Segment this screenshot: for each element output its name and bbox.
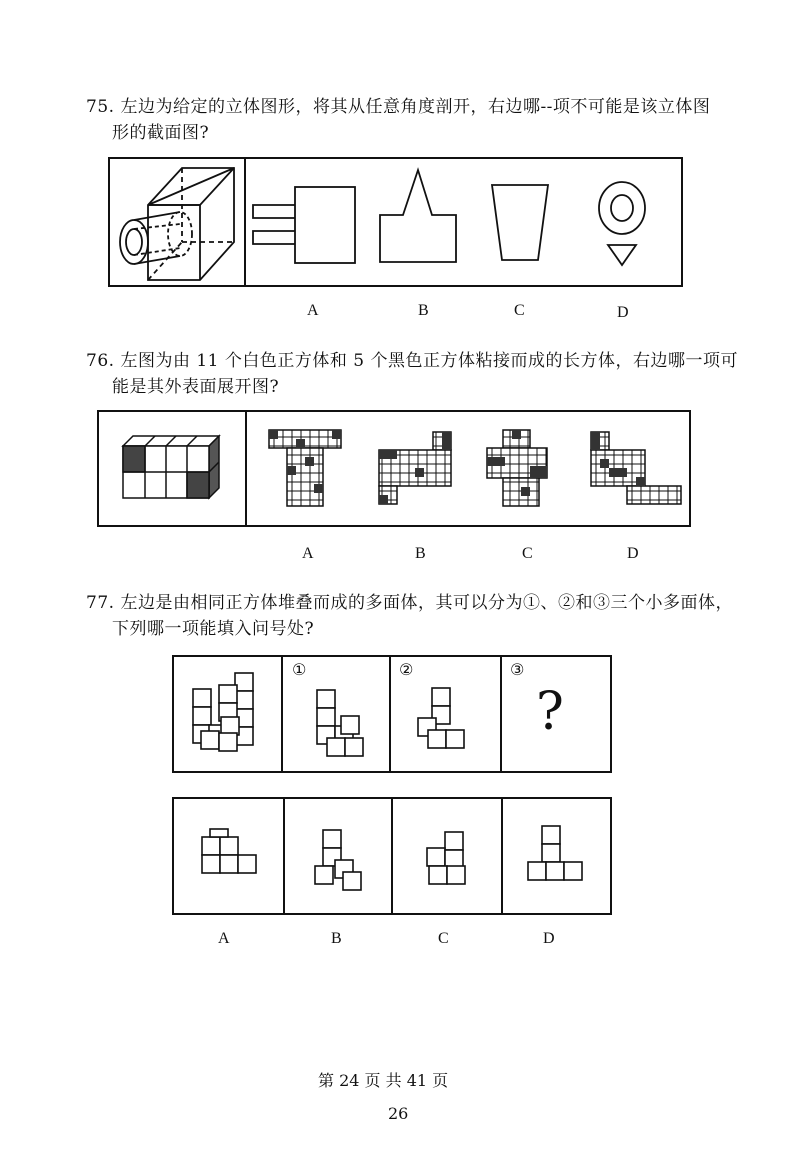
q75-option-d-shape <box>580 160 670 285</box>
q76-option-c-label[interactable]: C <box>522 545 533 562</box>
q77-text-line1: 77. 左边是由相同正方体堆叠而成的多面体，其可以分为①、②和③三个小多面体， <box>86 593 733 613</box>
q77-part3-label: ③ <box>510 660 525 679</box>
q75-text-line2: 形的截面图? <box>112 123 210 143</box>
q76-cuboid-figure <box>115 432 230 504</box>
q76-option-a-label[interactable]: A <box>302 545 314 562</box>
q76-option-a-net <box>265 428 345 508</box>
q75-option-b-shape <box>370 160 470 285</box>
q77-part2-label: ② <box>399 660 414 679</box>
q77-part2-figure <box>410 680 480 760</box>
q77-question-mark: ? <box>536 682 564 742</box>
q77-bottom-divider-3 <box>501 797 503 915</box>
q75-option-c-shape <box>480 160 560 285</box>
page-number: 26 <box>388 1104 409 1123</box>
q77-part1-label: ① <box>292 660 307 679</box>
q77-option-d-label[interactable]: D <box>543 930 555 947</box>
q77-option-c-figure <box>415 820 495 895</box>
q76-text-line2: 能是其外表面展开图? <box>112 377 280 397</box>
q77-option-a-figure <box>192 825 272 895</box>
q77-option-a-label[interactable]: A <box>218 930 230 947</box>
q75-option-c-label[interactable]: C <box>514 302 525 319</box>
q77-bottom-divider-1 <box>283 797 285 915</box>
q77-text-line2: 下列哪一项能填入问号处? <box>112 619 315 639</box>
q77-top-divider-3 <box>500 655 502 773</box>
q77-option-c-label[interactable]: C <box>438 930 449 947</box>
q76-option-c-net <box>483 428 568 508</box>
q75-solid-figure <box>112 160 242 285</box>
q76-option-b-label[interactable]: B <box>415 545 426 562</box>
q75-text-line1: 75. 左边为给定的立体图形，将其从任意角度剖开，右边哪--项不可能是该立体图 <box>86 97 711 117</box>
q77-top-divider-1 <box>281 655 283 773</box>
q76-option-d-label[interactable]: D <box>627 545 639 562</box>
q77-option-b-label[interactable]: B <box>331 930 342 947</box>
q75-option-a-label[interactable]: A <box>307 302 319 319</box>
q77-whole-polyhedron <box>185 665 275 765</box>
page-info: 第 24 页 共 41 页 <box>318 1071 449 1090</box>
q77-part1-figure <box>305 680 375 760</box>
q77-bottom-divider-2 <box>391 797 393 915</box>
q77-option-b-figure <box>305 820 385 895</box>
q77-top-divider-2 <box>389 655 391 773</box>
q75-option-d-label[interactable]: D <box>617 304 629 321</box>
q77-option-d-figure <box>520 820 605 895</box>
q75-option-a-shape <box>250 160 365 285</box>
q76-divider <box>245 410 247 527</box>
q76-text-line1: 76. 左图为由 11 个白色正方体和 5 个黑色正方体粘接而成的长方体，右边哪一项可 <box>86 351 739 371</box>
q76-option-b-net <box>373 428 458 508</box>
q75-option-b-label[interactable]: B <box>418 302 429 319</box>
q75-divider <box>244 157 246 287</box>
q76-option-d-net <box>587 428 687 508</box>
